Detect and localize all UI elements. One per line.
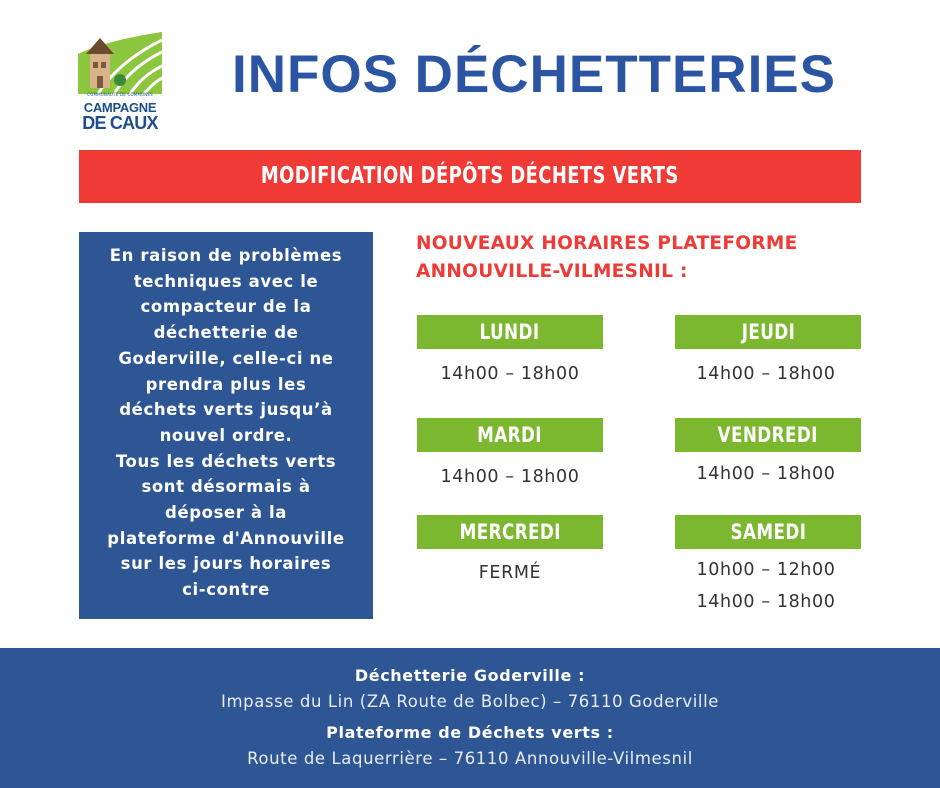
page-title: INFOS DÉCHETTERIES — [232, 45, 837, 104]
day-label-lundi: LUNDI — [417, 315, 603, 349]
info-line: déposer à la — [165, 503, 287, 523]
hours-jeudi: 14h00 – 18h00 — [696, 364, 836, 384]
info-line: En raison de problèmes — [109, 246, 343, 265]
hours-vendredi: 14h00 – 18h00 — [696, 464, 836, 484]
info-line: sont désormais à — [141, 477, 311, 497]
footer-address-goderville: Impasse du Lin (ZA Route de Bolbec) – 76110 Goderville — [220, 692, 720, 711]
info-line: plateforme d'Annouville — [107, 528, 345, 548]
info-line: Tous les déchets verts — [115, 451, 337, 471]
campagne-de-caux-logo — [78, 32, 162, 132]
footer-addresses — [0, 648, 940, 788]
schedule-title — [416, 230, 798, 286]
info-line: déchets verts jusqu’à — [119, 400, 333, 420]
schedule-title-line2: ANNOUVILLE-VILMESNIL : — [416, 261, 688, 282]
hours-lundi: 14h00 – 18h00 — [440, 364, 580, 384]
day-label-mercredi: MERCREDI — [417, 515, 603, 549]
info-line: ci-contre — [182, 580, 270, 600]
hours-samedi-afternoon: 14h00 – 18h00 — [696, 592, 836, 612]
hours-mardi: 14h00 – 18h00 — [440, 467, 580, 487]
info-line: compacteur de la — [140, 297, 312, 317]
info-line: sur les jours horaires — [120, 554, 332, 574]
logo-tagline: COMMUNAUTÉ DE COMMUNES — [87, 92, 153, 97]
hours-mercredi: FERMÉ — [478, 563, 542, 583]
info-line: Goderville, celle-ci ne — [118, 348, 334, 368]
logo-line1: CAMPAGNE — [83, 100, 157, 115]
info-line: techniques avec le — [133, 271, 319, 291]
footer-address-plateforme: Route de Laquerrière – 76110 Annouville-Vilmesnil — [247, 749, 693, 768]
info-line: prendra plus les — [145, 374, 307, 394]
logo-line2: DE CAUX — [82, 113, 158, 133]
hours-samedi-morning: 10h00 – 12h00 — [696, 560, 836, 580]
day-label-jeudi: JEUDI — [675, 315, 861, 349]
info-box — [79, 232, 373, 619]
day-label-samedi: SAMEDI — [675, 515, 861, 549]
farm-landscape-icon — [78, 32, 162, 94]
info-line: nouvel ordre. — [159, 425, 293, 445]
footer-label-plateforme: Plateforme de Déchets verts : — [326, 723, 614, 742]
modification-banner — [79, 150, 861, 203]
banner-text: MODIFICATION DÉPÔTS DÉCHETS VERTS — [261, 163, 679, 189]
schedule-title-line1: NOUVEAUX HORAIRES PLATEFORME — [416, 233, 798, 254]
info-line: déchetterie de — [153, 323, 299, 343]
day-label-vendredi: VENDREDI — [675, 418, 861, 452]
footer-label-goderville: Déchetterie Goderville : — [354, 666, 586, 685]
day-label-mardi: MARDI — [417, 418, 603, 452]
